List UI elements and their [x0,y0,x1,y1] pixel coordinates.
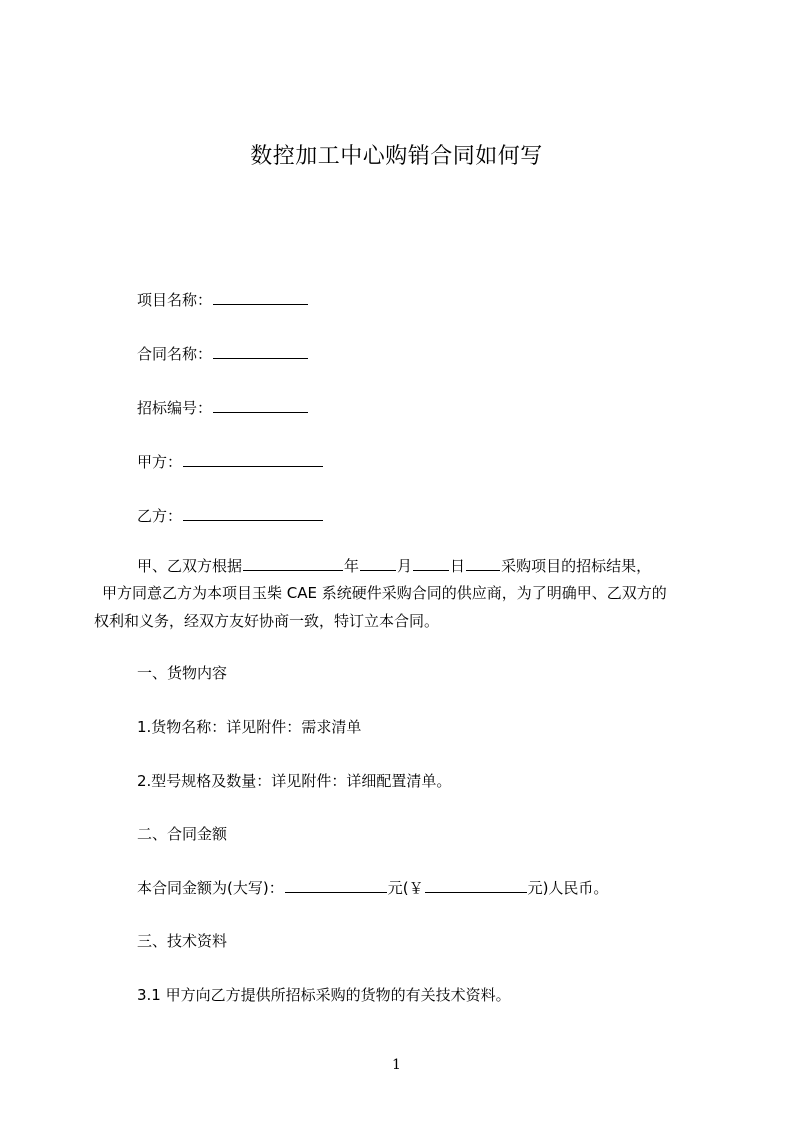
month-blank [360,555,396,571]
section-heading: 一、货物内容 [137,664,228,682]
page-title: 数控加工中心购销合同如何写 [250,144,543,169]
section-item: 3.1 甲方向乙方提供所招标采购的货物的有关技术资料。 [137,986,511,1004]
preamble-line-1 [137,555,651,577]
contract-name-field [137,343,309,365]
section-heading: 二、合同金额 [137,825,228,843]
preamble-line-2: 甲方同意乙方为本项目玉柴 CAE 系统硬件采购合同的供应商，为了明确甲、乙双方的 [102,584,667,602]
project-name-label: 项目名称： [137,291,213,309]
contract-name-blank [213,343,308,359]
party-b-label: 乙方： [137,507,183,525]
page-number: 1 [392,1057,401,1073]
amount-text: 元)人民币。 [527,879,609,897]
party-a-label: 甲方： [137,453,183,471]
party-b-blank [183,505,323,521]
section-heading: 三、技术资料 [137,932,228,950]
project-name-field [137,289,309,311]
preamble-text: 甲、乙双方根据 [137,557,243,575]
tender-number-field [137,397,309,419]
preamble-text: 月 [397,557,413,575]
tender-number-blank [213,397,308,413]
party-a-blank [183,451,323,467]
preamble-text: 采购项目的招标结果， [501,557,652,575]
section-item: 2.型号规格及数量：详见附件：详细配置清单。 [137,772,452,790]
project-blank [466,555,500,571]
contract-name-label: 合同名称： [137,345,213,363]
section-item: 1.货物名称：详见附件：需求清单 [137,718,362,736]
contract-amount-line [137,877,608,899]
party-b-field [137,505,324,527]
project-name-blank [213,289,308,305]
amount-figure-blank [425,877,527,893]
day-blank [413,555,449,571]
amount-text: 本合同金额为(大写)： [137,879,284,897]
tender-number-label: 招标编号： [137,399,213,417]
party-a-field [137,451,324,473]
amount-words-blank [285,877,387,893]
preamble-text: 年 [344,557,360,575]
amount-text: 元(￥ [387,879,424,897]
year-blank [243,555,343,571]
preamble-line-3: 权利和义务，经双方友好协商一致，特订立本合同。 [94,612,440,630]
preamble-text: 日 [450,557,466,575]
